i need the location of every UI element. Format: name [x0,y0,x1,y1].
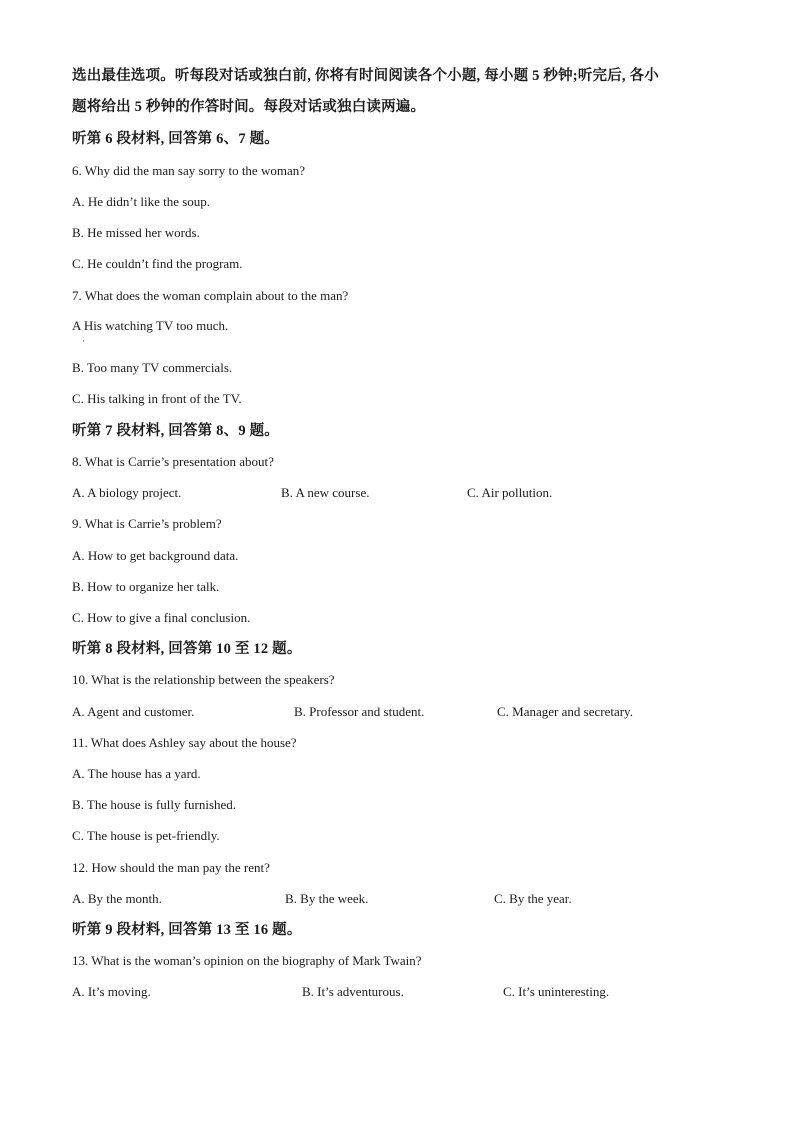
stray-dot-mark: · [82,336,85,346]
question-12: 12. How should the man pay the rent? [72,860,270,875]
question-13-option-b: B. It’s adventurous. [302,984,404,999]
section-7-heading: 听第 7 段材料, 回答第 8、9 题。 [72,423,279,439]
question-13: 13. What is the woman’s opinion on the biography of Mark Twain? [72,953,422,968]
question-9: 9. What is Carrie’s problem? [72,516,222,531]
question-6-option-a: A. He didn’t like the soup. [72,194,211,209]
question-12-option-c: C. By the year. [494,891,572,906]
question-7: 7. What does the woman complain about to the man? [72,288,349,303]
question-12-option-b: B. By the week. [285,891,369,906]
question-9-option-b: B. How to organize her talk. [72,579,220,594]
question-6: 6. Why did the man say sorry to the woman? [72,163,305,178]
question-11: 11. What does Ashley say about the house? [72,735,297,750]
question-8-option-b: B. A new course. [281,485,370,500]
question-9-option-a: A. How to get background data. [72,548,239,563]
question-13-option-c: C. It’s uninteresting. [503,984,610,999]
section-9-heading: 听第 9 段材料, 回答第 13 至 16 题。 [72,922,302,938]
section-8-heading: 听第 8 段材料, 回答第 10 至 12 题。 [72,641,302,657]
question-9-option-c: C. How to give a final conclusion. [72,610,251,625]
question-13-option-a: A. It’s moving. [72,984,151,999]
question-10-option-c: C. Manager and secretary. [497,704,633,719]
question-8-option-a: A. A biology project. [72,485,182,500]
question-6-option-b: B. He missed her words. [72,225,200,240]
question-12-option-a: A. By the month. [72,891,162,906]
question-8: 8. What is Carrie’s presentation about? [72,454,274,469]
question-7-option-c: C. His talking in front of the TV. [72,391,242,406]
section-6-heading: 听第 6 段材料, 回答第 6、7 题。 [72,131,279,147]
question-6-option-c: C. He couldn’t find the program. [72,256,243,271]
question-10-option-a: A. Agent and customer. [72,704,195,719]
question-7-option-a: A His watching TV too much. [72,318,229,333]
instructions-line-2: 题将给出 5 秒钟的作答时间。每段对话或独白读两遍。 [72,99,426,115]
question-11-option-c: C. The house is pet-friendly. [72,828,220,843]
question-8-option-c: C. Air pollution. [467,485,553,500]
instructions-line-1: 选出最佳选项。听每段对话或独白前, 你将有时间阅读各个小题, 每小题 5 秒钟;听完后, 各小 [72,68,659,84]
question-10-option-b: B. Professor and student. [294,704,425,719]
question-7-option-b: B. Too many TV commercials. [72,360,233,375]
question-10: 10. What is the relationship between the speakers? [72,672,335,687]
question-11-option-a: A. The house has a yard. [72,766,201,781]
question-11-option-b: B. The house is fully furnished. [72,797,237,812]
